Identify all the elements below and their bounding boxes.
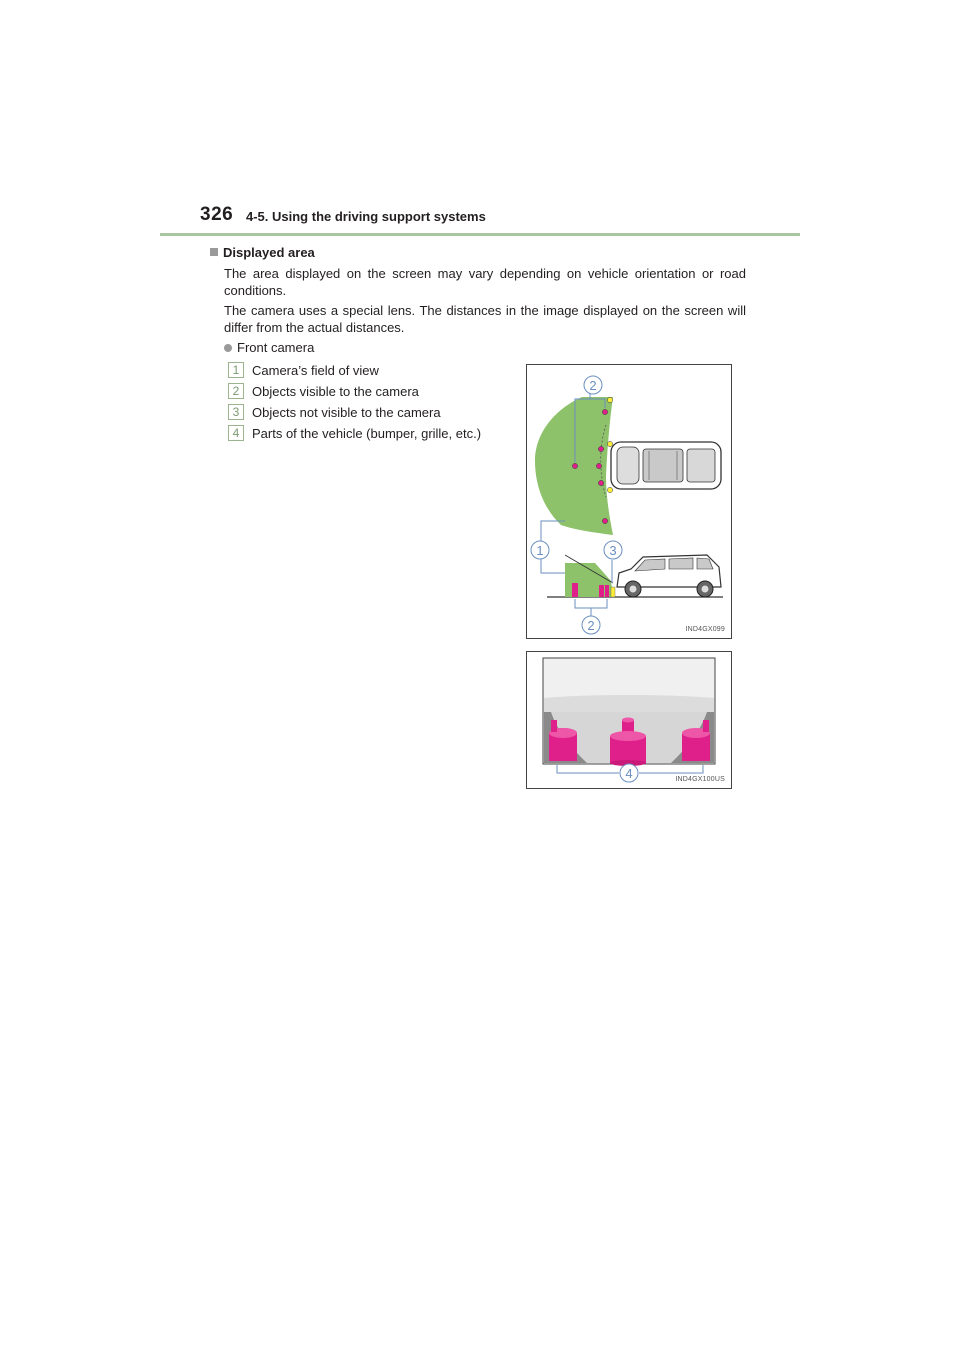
page-header [200,204,800,232]
section-heading-text: Displayed area [223,245,315,260]
figure-code: IND4GX099 [685,626,725,633]
legend-item [228,425,518,446]
legend-number: 1 [228,362,244,378]
section-title: 4-5. Using the driving support systems [246,209,486,224]
legend-item [228,404,518,425]
figure-code: IND4GX100US [675,776,725,783]
callout-1: 1 [536,543,544,558]
callout-3: 3 [609,543,617,558]
callout-2-top: 2 [589,378,597,393]
legend-text: Objects not visible to the camera [252,405,441,420]
suv-top-view [611,442,721,489]
legend-number: 3 [228,404,244,420]
page-number: 326 [200,204,234,225]
legend-list [228,362,518,446]
section-heading [210,244,315,261]
paragraph-displayed-area: The area displayed on the screen may vary depending on vehicle orientation or road conditions. [224,266,746,298]
legend-number: 2 [228,383,244,399]
legend-text: Objects visible to the camera [252,384,419,399]
bullet-front-camera [224,339,314,356]
screen-view-diagram [527,652,731,788]
paragraph-special-lens: The camera uses a special lens. The distances in the image displayed on the screen will differ from the actual distances. [224,303,746,335]
suv-side-view [617,555,721,597]
legend-item [228,383,518,404]
legend-item [228,362,518,383]
field-of-view-diagram [527,365,731,638]
legend-number: 4 [228,425,244,441]
callout-4: 4 [625,766,633,781]
legend-text: Parts of the vehicle (bumper, grille, etc.) [252,426,482,441]
callout-2-bottom: 2 [587,618,595,633]
bullet-text: Front camera [237,340,315,355]
round-bullet-icon [224,344,232,352]
header-rule [160,233,800,236]
square-bullet-icon [210,248,218,256]
legend-text: Camera’s field of view [252,363,379,378]
field-of-view-figure [526,364,732,639]
screen-view-figure [526,651,732,789]
